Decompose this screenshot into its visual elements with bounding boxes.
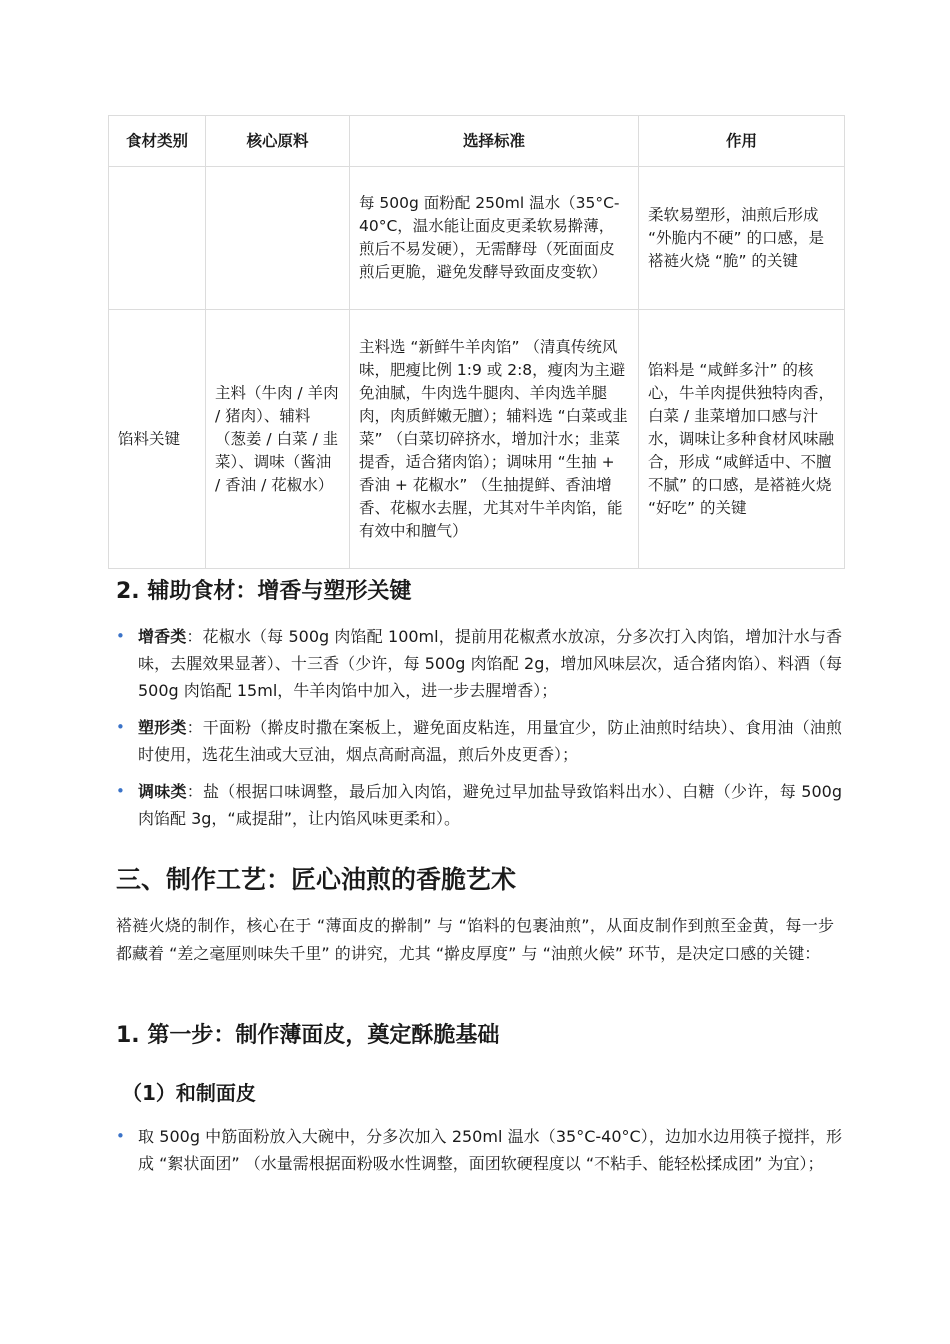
list-item-text: 取 500g 中筋面粉放入大碗中，分多次加入 250ml 温水（35°C-40°C），边加水边用筷子搅拌，形成 “絮状面团” （水量需根据面粉吸水性调整，面团软硬程度以 “不粘手、能轻松揉成团” 为宜）； [138, 1127, 842, 1173]
table-cell-category: 馅料关键 [109, 310, 206, 569]
list-item [116, 623, 842, 704]
section-heading-auxiliary: 2. 辅助食材：增香与塑形关键 [116, 579, 412, 604]
section-heading-process: 三、制作工艺：匠心油煎的香脆艺术 [116, 865, 517, 894]
bullet-icon: • [116, 627, 125, 645]
list-item-label: 增香类 [138, 627, 187, 646]
ingredient-table [108, 115, 845, 569]
list-item [116, 1123, 842, 1177]
table-header-ingredients: 核心原料 [206, 116, 350, 167]
list-item-text: ：干面粉（擀皮时撒在案板上，避免面皮粘连，用量宜少，防止油煎时结块）、食用油（油煎时使用，选花生油或大豆油，烟点高耐高温，煎后外皮更香）； [138, 718, 842, 764]
process-intro-paragraph: 褡裢火烧的制作，核心在于 “薄面皮的擀制” 与 “馅料的包裹油煎”，从面皮制作到煎至金黄，每一步都藏着 “差之毫厘则味失千里” 的讲究，尤其 “擀皮厚度” 与 “油煎火候” 环节，是决定口感的关键： [116, 916, 834, 963]
table-cell-category [109, 167, 206, 310]
table-cell-standard: 每 500g 面粉配 250ml 温水（35°C-40°C，温水能让面皮更柔软易擀薄，煎后不易发硬），无需酵母（死面面皮煎后更脆，避免发酵导致面皮变软） [350, 167, 639, 310]
table-row [109, 310, 845, 569]
table-cell-effect: 柔软易塑形，油煎后形成 “外脆内不硬” 的口感，是褡裢火烧 “脆” 的关键 [639, 167, 845, 310]
document-page [108, 115, 844, 1173]
dough-steps-list [116, 1123, 842, 1187]
step1-heading: 1. 第一步：制作薄面皮，奠定酥脆基础 [116, 1023, 500, 1048]
list-item-text: ：花椒水（每 500g 肉馅配 100ml，提前用花椒煮水放凉，分多次打入肉馅，增加汁水与香味，去腥效果显著）、十三香（少许，每 500g 肉馅配 2g，增加风味层次，适合猪肉馅）、料酒（每 500g 肉馅配 15ml，牛羊肉馅中加入，进一步去腥增香）； [138, 627, 842, 700]
bullet-icon: • [116, 718, 125, 736]
list-item [116, 714, 842, 768]
list-item-label: 塑形类 [138, 718, 187, 737]
list-item-text: ：盐（根据口味调整，最后加入肉馅，避免过早加盐导致馅料出水）、白糖（少许，每 500g 肉馅配 3g，“咸提甜”，让内馅风味更柔和）。 [138, 782, 842, 828]
table-header-category: 食材类别 [109, 116, 206, 167]
list-item-label: 调味类 [138, 782, 187, 801]
table-cell-standard: 主料选 “新鲜牛羊肉馅” （清真传统风味，肥瘦比例 1:9 或 2:8，瘦肉为主避免油腻，牛肉选牛腿肉、羊肉选羊腿肉，肉质鲜嫩无膻）；辅料选 “白菜或韭菜” （白菜切碎挤水，增加汁水；韭菜提香，适合猪肉馅）；调味用 “生抽 + 香油 + 花椒水” （生抽提鲜、香油增香、花椒水去腥，尤其对牛羊肉馅，能有效中和膻气） [350, 310, 639, 569]
table-cell-effect: 馅料是 “咸鲜多汁” 的核心，牛羊肉提供独特肉香，白菜 / 韭菜增加口感与汁水，调味让多种食材风味融合，形成 “咸鲜适中、不膻不腻” 的口感，是褡裢火烧 “好吃” 的关键 [639, 310, 845, 569]
table-cell-ingredients [206, 167, 350, 310]
table-header-row [109, 116, 845, 167]
table-header-effect: 作用 [639, 116, 845, 167]
list-item [116, 778, 842, 832]
auxiliary-list [116, 623, 842, 842]
sub-step-heading: （1）和制面皮 [122, 1081, 256, 1105]
table-header-standard: 选择标准 [350, 116, 639, 167]
table-cell-ingredients: 主料（牛肉 / 羊肉 / 猪肉）、辅料（葱姜 / 白菜 / 韭菜）、调味（酱油 / 香油 / 花椒水） [206, 310, 350, 569]
bullet-icon: • [116, 782, 125, 800]
table-row [109, 167, 845, 310]
bullet-icon: • [116, 1127, 125, 1145]
